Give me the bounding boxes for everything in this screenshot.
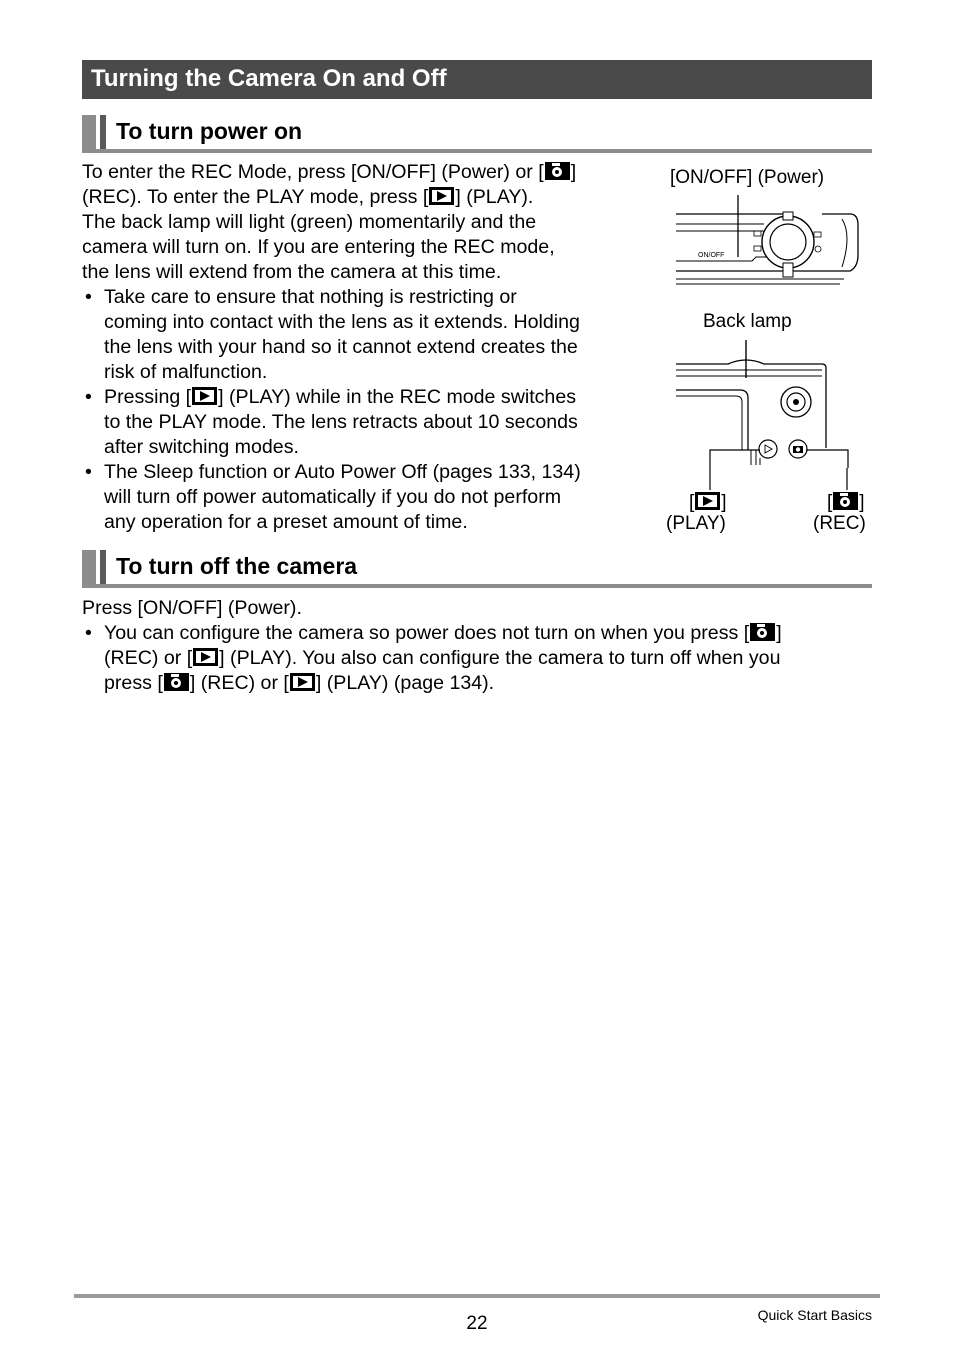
- rec-label: (REC): [813, 513, 866, 534]
- power-off-heading-block: [82, 550, 872, 588]
- text-line: any operation for a preset amount of time.: [104, 511, 468, 533]
- text-line: will turn off power automatically if you do not perform: [104, 486, 562, 508]
- heading-marker: [100, 115, 106, 149]
- play-icon: [290, 673, 315, 691]
- text: ]: [776, 622, 782, 644]
- text: You can configure the camera so power does not turn on when you press [: [104, 622, 750, 644]
- camera-icon: [833, 492, 858, 510]
- play-icon: [192, 387, 217, 405]
- bullet-item: [82, 460, 622, 535]
- camera-icon: [164, 673, 189, 691]
- play-icon: [193, 648, 218, 666]
- heading-marker: [82, 550, 96, 584]
- power-on-heading: To turn power on: [116, 118, 303, 144]
- text-line: camera will turn on. If you are entering the REC mode,: [82, 236, 555, 258]
- text: ] (PLAY) (page 134).: [315, 672, 495, 694]
- text-line: coming into contact with the lens as it extends. Holding: [104, 311, 580, 333]
- text-line: [104, 646, 782, 671]
- bullet-mark: •: [85, 386, 92, 408]
- play-label: (PLAY): [666, 513, 726, 534]
- leader-lines: [709, 468, 849, 492]
- heading-marker: [100, 550, 106, 584]
- text-line: after switching modes.: [104, 436, 299, 458]
- text: Pressing [: [104, 386, 192, 408]
- camera-top-illustration: [672, 195, 862, 290]
- text: press [: [104, 672, 163, 694]
- bullet-mark: •: [85, 461, 92, 483]
- text-line: Take care to ensure that nothing is restricting or: [104, 286, 517, 308]
- text-line: The back lamp will light (green) momentarily and the: [82, 211, 537, 233]
- bullet-mark: •: [85, 622, 92, 644]
- page-number: 22: [466, 1313, 488, 1334]
- power-off-heading: To turn off the camera: [116, 553, 358, 579]
- text: [: [689, 492, 695, 513]
- power-off-paragraph: Press [ON/OFF] (Power).: [82, 597, 302, 619]
- text: ] (PLAY). You also can configure the camera to turn off when you: [219, 647, 781, 669]
- footer-section: Quick Start Basics: [757, 1307, 872, 1323]
- text-line: [82, 185, 622, 210]
- text: ] (PLAY).: [455, 186, 534, 208]
- text-line: [104, 621, 782, 646]
- back-lamp-label: Back lamp: [703, 311, 792, 332]
- bullet-item: [82, 385, 622, 460]
- power-off-bullet: [82, 621, 872, 696]
- camera-icon: [545, 162, 570, 180]
- footer-rule: [74, 1294, 880, 1298]
- section-title: Turning the Camera On and Off: [82, 60, 872, 99]
- text: (REC). To enter the PLAY mode, press [: [82, 186, 429, 208]
- power-on-paragraph: [82, 160, 622, 285]
- text: ]: [721, 492, 727, 513]
- text-line: to the PLAY mode. The lens retracts about 10 seconds: [104, 411, 578, 433]
- text-line: The Sleep function or Auto Power Off (pages 133, 134): [104, 461, 581, 483]
- rec-button-callout: [827, 492, 865, 514]
- power-on-heading-block: [82, 115, 872, 153]
- onoff-text: ON/OFF: [698, 252, 725, 259]
- camera-back-illustration: [672, 338, 862, 468]
- text-line: the lens will extend from the camera at this time.: [82, 261, 502, 283]
- text-line: [104, 385, 578, 410]
- heading-rule: [82, 584, 872, 588]
- text-line: the lens with your hand so it cannot extend creates the: [104, 336, 578, 358]
- play-icon: [429, 187, 454, 205]
- text: ]: [859, 492, 865, 513]
- camera-icon: [750, 623, 775, 641]
- text: ] (REC) or [: [189, 672, 289, 694]
- text: ] (PLAY) while in the REC mode switches: [218, 386, 577, 408]
- text-line: [104, 671, 782, 696]
- power-on-bullets: [82, 285, 622, 535]
- text: To enter the REC Mode, press [ON/OFF] (Power) or [: [82, 161, 544, 183]
- text: [: [827, 492, 833, 513]
- heading-rule: [82, 149, 872, 153]
- text: ]: [570, 161, 577, 183]
- onoff-power-label: [ON/OFF] (Power): [670, 167, 825, 188]
- heading-marker: [82, 115, 96, 149]
- bullet-item: [82, 285, 622, 385]
- bullet-mark: •: [85, 286, 92, 308]
- text: (REC) or [: [104, 647, 193, 669]
- text-line: [82, 160, 622, 185]
- play-button-callout: [689, 492, 727, 514]
- text-line: risk of malfunction.: [104, 361, 268, 383]
- play-icon: [695, 492, 720, 510]
